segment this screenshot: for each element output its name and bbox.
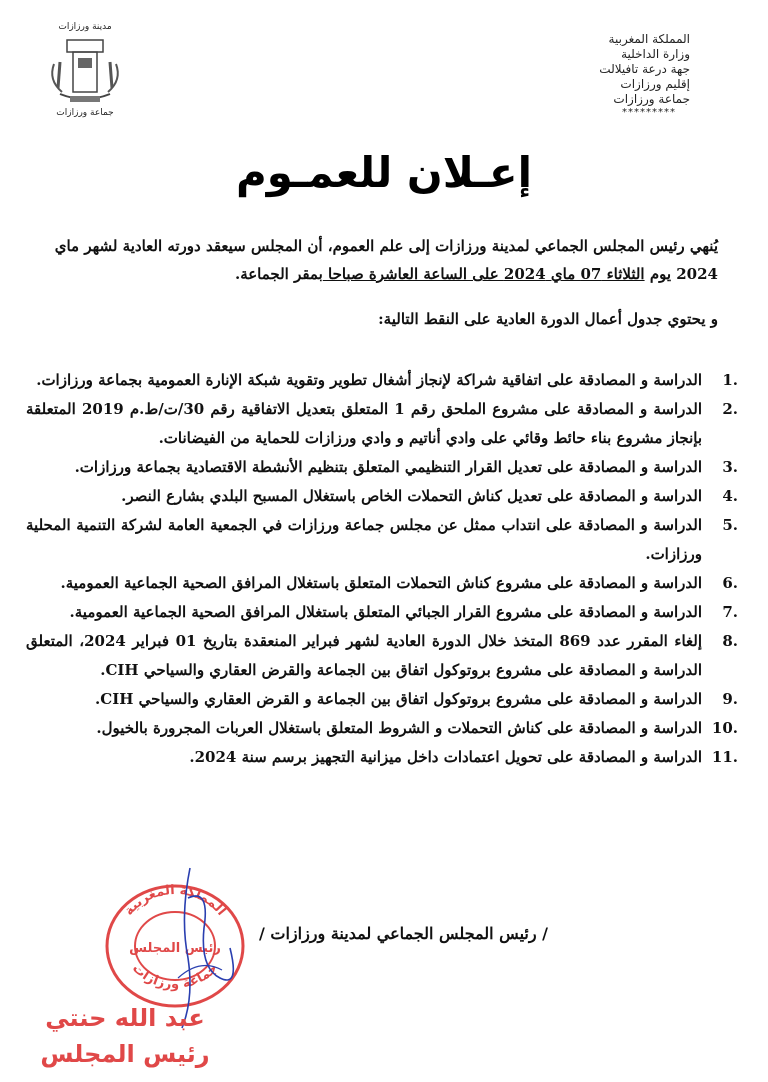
intro-paragraph [38, 232, 718, 288]
item-number: 2. [722, 400, 738, 418]
item-text: الدراسة و المصادقة على كناش التحملات و الشروط المتعلق باستغلال العربات المجرورة بالخيول. [96, 719, 702, 737]
meeting-date: الثلاثاء 07 ماي 2024 على الساعة العاشرة صباحا [322, 265, 645, 283]
municipality-logo [40, 22, 130, 122]
item-number: 3. [722, 458, 738, 476]
organization-header [530, 32, 690, 119]
agenda-item [26, 366, 738, 395]
item-text: إلغاء المقرر عدد 869 المتخذ خلال الدورة العادية لشهر فبراير المنعقدة بتاريخ 01 فبراير 2024، المتعلق الدراسة و المصادقة على مشروع بروتوكول اتفاق بين الجماعة والقرض العقاري والسياحي CIH. [26, 632, 702, 679]
item-number: 9. [722, 690, 738, 708]
item-text: الدراسة و المصادقة على مشروع كناش التحملات المتعلق باستغلال المرافق الصحية الجماعية العمومية. [60, 574, 702, 592]
header-stars: ********* [622, 107, 676, 118]
item-text: الدراسة و المصادقة على تعديل كناش التحملات الخاص باستغلال المسبح البلدي بشارع النصر. [121, 487, 702, 505]
item-text: الدراسة و المصادقة على تحويل اعتمادات داخل ميزانية التجهيز برسم سنة 2024. [189, 748, 702, 766]
stamp-ring-top: المملكة المغربية [121, 882, 229, 919]
agenda-item [26, 569, 738, 598]
agenda-item [26, 511, 738, 569]
org-line: وزارة الداخلية [621, 47, 690, 61]
agenda-item [26, 395, 738, 453]
page-title: إعـلان للعمـوم [235, 148, 533, 197]
item-number: 10. [711, 719, 738, 737]
item-number: 6. [722, 574, 738, 592]
agenda-item [26, 743, 738, 772]
org-line: المملكة المغربية [608, 32, 690, 46]
org-line: جهة درعة تافيلالت [599, 62, 690, 76]
emblem-icon [40, 34, 130, 114]
org-line: جماعة ورزازات [613, 92, 690, 106]
agenda-item [26, 627, 738, 685]
item-number: 8. [722, 632, 738, 650]
stamp-ring-bottom: جماعة ورزازات [129, 960, 221, 993]
agenda-lead: و يحتوي جدول أعمال الدورة العادية على النقط التالية: [378, 310, 718, 328]
agenda-item [26, 685, 738, 714]
president-name: عبد الله حنتي [45, 1004, 205, 1032]
intro-text: يُنهي رئيس المجلس الجماعي لمدينة ورزازات إلى علم العموم، أن المجلس سيعقد دورته العادية لشهر ماي 2024 يوم [54, 237, 718, 283]
item-text: الدراسة و المصادقة على انتداب ممثل عن مجلس جماعة ورزازات في الجمعية العامة لشركة التنمية المحلية ورزازات. [26, 516, 702, 563]
agenda-item [26, 453, 738, 482]
item-number: 4. [722, 487, 738, 505]
agenda-item [26, 714, 738, 743]
item-text: الدراسة و المصادقة على مشروع بروتوكول اتفاق بين الجماعة و القرض العقاري والسياحي CIH. [95, 690, 702, 708]
item-number: 7. [722, 603, 738, 621]
item-number: 5. [722, 516, 738, 534]
president-title: رئيس المجلس [40, 1040, 210, 1068]
logo-top-label: مدينة ورزازات [58, 22, 112, 32]
logo-bottom-label: جماعة ورزازات [56, 108, 114, 118]
item-number: 1. [722, 371, 738, 389]
item-text: الدراسة و المصادقة على مشروع الملحق رقم 1 المتعلق بتعديل الاتفاقية رقم 30/ت/ط.م 2019 المتعلقة بإنجاز مشروع بناء حائط وقائي على وادي أناتيم و وادي ورزازات للحماية من الفيضانات. [26, 400, 702, 447]
signer-line: / رئيس المجلس الجماعي لمدينة ورزازات / [258, 924, 548, 943]
item-text: الدراسة و المصادقة على تعديل القرار التنظيمي المتعلق بتنظيم الأنشطة الاقتصادية بجماعة ورزازات. [74, 458, 702, 476]
agenda-list [26, 366, 738, 772]
stamp-center: رئيس المجلس [129, 941, 221, 956]
intro-text-end: بمقر الجماعة. [234, 265, 323, 283]
item-text: الدراسة و المصادقة على مشروع القرار الجبائي المتعلق باستغلال المرافق الصحية الجماعية العمومية. [69, 603, 702, 621]
org-line: إقليم ورزازات [620, 77, 690, 91]
item-number: 11. [711, 748, 738, 766]
agenda-item [26, 598, 738, 627]
item-text: الدراسة و المصادقة على اتفاقية شراكة لإنجاز أشغال تطوير وتقوية شبكة الإنارة العمومية بجماعة ورزازات. [36, 371, 702, 389]
agenda-item [26, 482, 738, 511]
